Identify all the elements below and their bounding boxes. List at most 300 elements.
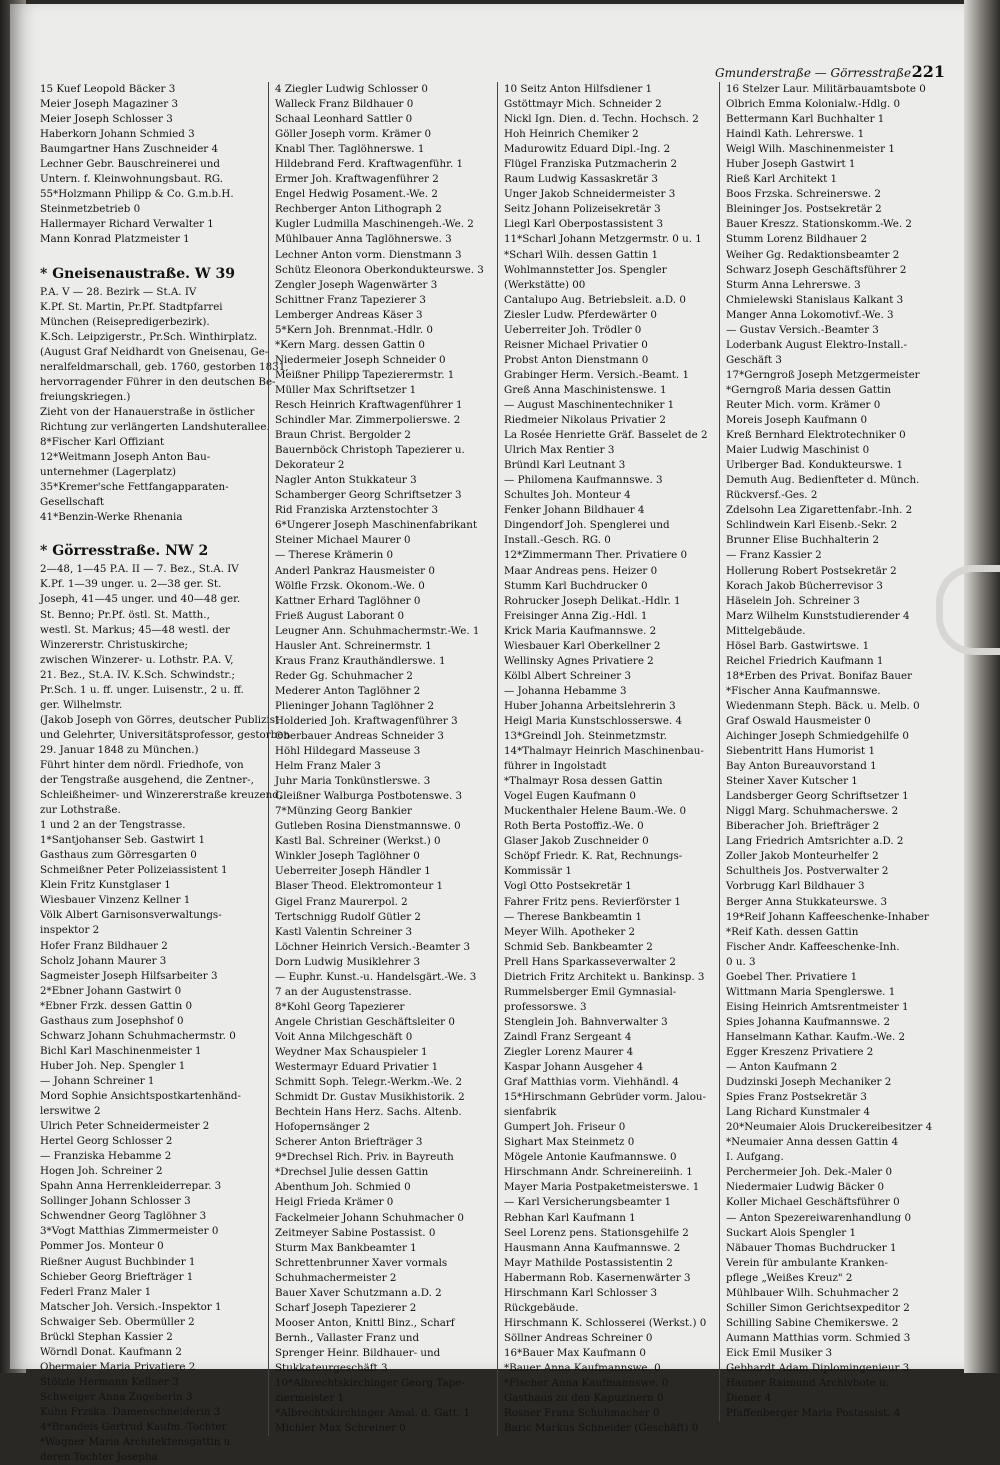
directory-line: Muckenthaler Helene Baum.-We. 0 (504, 805, 687, 818)
directory-line: Aumann Matthias vorm. Schmied 3 (726, 1331, 911, 1344)
directory-line: Wiesbauer Vinzenz Kellner 1 (40, 894, 191, 907)
directory-line: Hofer Franz Bildhauer 2 (40, 939, 168, 952)
directory-line: Rießner August Buchbinder 1 (40, 1255, 196, 1268)
directory-line: Bechtein Hans Herz. Sachs. Altenb. (275, 1106, 462, 1119)
directory-line: Schiller Simon Gerichtsexpeditor 2 (726, 1301, 910, 1314)
directory-line: Kastl Valentin Schreiner 3 (275, 925, 413, 938)
directory-line: Fackelmeier Johann Schuhmacher 0 (275, 1211, 464, 1224)
directory-line: Scherer Anton Briefträger 3 (275, 1136, 423, 1149)
directory-line: Richtung zur verlängerten Landshuterallee. (40, 420, 270, 433)
directory-line: Landsberger Georg Schriftsetzer 1 (726, 790, 909, 803)
directory-line: *Drechsel Julie dessen Gattin (275, 1166, 429, 1179)
directory-line: Kastl Bal. Schreiner (Werkst.) 0 (275, 835, 441, 848)
directory-line: sienfabrik (504, 1106, 557, 1119)
directory-line: Kraus Franz Krauthändlerswe. 1 (275, 654, 446, 667)
directory-line: Steiner Xaver Kutscher 1 (726, 775, 858, 788)
directory-line: hervorragender Führer in den deutschen Be- (40, 375, 276, 388)
directory-line: *Ebner Frzk. dessen Gattin 0 (40, 999, 193, 1012)
directory-line: 16*Bauer Max Kaufmann 0 (504, 1346, 646, 1359)
directory-line: Näbauer Thomas Buchdrucker 1 (726, 1241, 897, 1254)
directory-line: Wittmann Maria Spenglerswe. 1 (726, 985, 896, 998)
directory-line: Stukkateurgeschäft 3 (275, 1361, 388, 1374)
directory-line: Stölzle Hermann Kellner 3 (40, 1375, 179, 1388)
directory-line: Hallermayer Richard Verwalter 1 (40, 218, 214, 231)
directory-line: Niedermeier Joseph Schneider 0 (275, 353, 446, 366)
directory-line: Vorbrugg Karl Bildhauer 3 (726, 880, 865, 893)
directory-line: Loderbank August Elektro-Install.- (726, 338, 907, 351)
directory-line: Lechner Anton vorm. Dienstmann 3 (275, 248, 462, 261)
directory-line: Schmitt Soph. Telegr.-Werkm.-We. 2 (275, 1076, 463, 1089)
directory-line: Weigl Wilh. Maschinenmeister 1 (726, 143, 895, 156)
directory-line: Niedermaier Ludwig Bäcker 0 (726, 1181, 885, 1194)
directory-line: Schittner Franz Tapezierer 3 (275, 293, 426, 306)
directory-line: Matscher Joh. Versich.-Inspektor 1 (40, 1300, 222, 1313)
directory-line: Huber Joseph Gastwirt 1 (726, 158, 856, 171)
directory-line: 21. Bez., St.A. IV. K.Sch. Schwindstr.; (40, 668, 235, 681)
directory-line: freiungskriegen.) (40, 390, 131, 403)
directory-line: Gebhardt Adam Diplomingenieur 3 (726, 1361, 910, 1374)
directory-line: Siebentritt Hans Humorist 1 (726, 745, 876, 758)
directory-line: Scholz Johann Maurer 3 (40, 954, 167, 967)
directory-line: Wiedenmann Steph. Bäck. u. Melb. 0 (726, 699, 920, 712)
directory-line: 12*Zimmermann Ther. Privatiere 0 (504, 549, 688, 562)
directory-line: K.Pf. St. Martin, Pr.Pf. Stadtpfarrei (40, 300, 223, 313)
directory-line: Zieht von der Hanauerstraße in östlicher (40, 405, 255, 418)
directory-line: Reisner Michael Privatier 0 (504, 338, 648, 351)
directory-line: Raum Ludwig Kassaskretär 3 (504, 173, 658, 186)
directory-line: Hösel Barb. Gastwirtswe. 1 (726, 639, 870, 652)
directory-line: Haberkorn Johann Schmied 3 (40, 128, 195, 141)
directory-line: Gasthaus zum Görresgarten 0 (40, 849, 197, 862)
directory-line: La Rosée Henriette Gräf. Basselet de 2 (504, 429, 708, 442)
directory-line: Mederer Anton Taglöhner 2 (275, 684, 421, 697)
directory-line: Niggl Marg. Schuhmacherswe. 2 (726, 805, 899, 818)
directory-line: Juhr Maria Tonkünstlerswe. 3 (275, 775, 431, 788)
directory-line: *Bauer Anna Kaufmannswe. 0 (504, 1361, 661, 1374)
directory-line: Reuter Mich. vorm. Krämer 0 (726, 398, 881, 411)
directory-line: Geschäft 3 (726, 353, 782, 366)
directory-line: Rieß Karl Architekt 1 (726, 173, 838, 186)
directory-line: Roth Berta Postoffiz.-We. 0 (504, 820, 644, 833)
directory-line: Resch Heinrich Kraftwagenführer 1 (275, 398, 463, 411)
directory-line: Braun Christ. Bergolder 2 (275, 429, 411, 442)
directory-line (40, 248, 260, 263)
directory-line: Nagler Anton Stukkateur 3 (275, 474, 417, 487)
directory-line: Hirschmann Karl Schlosser 3 (504, 1286, 657, 1299)
directory-line: Schuhmachermeister 2 (275, 1271, 397, 1284)
directory-line: Mühlbauer Anna Taglöhnerswe. 3 (275, 233, 452, 246)
directory-line: Gleißner Walburga Postbotenswe. 3 (275, 790, 463, 803)
directory-line: professorswe. 3 (504, 1000, 587, 1013)
directory-line: 7*Münzing Georg Bankier (275, 805, 412, 818)
directory-line: Kölbl Albert Schreiner 3 (504, 669, 632, 682)
directory-line: Pr.Sch. 1 u. ff. unger. Luisenstr., 2 u. ff. (40, 683, 244, 696)
directory-line: Bernh., Vallaster Franz und (275, 1331, 420, 1344)
directory-line: Zeitmeyer Sabine Postassist. 0 (275, 1226, 436, 1239)
directory-line: Joseph, 41—45 unger. und 40—48 ger. (40, 593, 241, 606)
directory-line: Schieber Georg Briefträger 1 (40, 1270, 194, 1283)
directory-line: Fahrer Fritz pens. Revierförster 1 (504, 895, 681, 908)
directory-line: und Gelehrter, Universitätsprofessor, gestorben (40, 728, 290, 741)
directory-line: inspektor 2 (40, 924, 100, 937)
directory-line: Cantalupo Aug. Betriebsleit. a.D. 0 (504, 293, 686, 306)
directory-line: Engel Hedwig Posament.-We. 2 (275, 188, 438, 201)
directory-line: Voit Anna Milchgeschäft 0 (275, 1030, 413, 1043)
directory-line: ziermeister 1 (275, 1392, 345, 1405)
directory-line: Bleininger Jos. Postsekretär 2 (726, 203, 882, 216)
directory-line: Goebel Ther. Privatiere 1 (726, 970, 858, 983)
directory-line: Meier Joseph Magaziner 3 (40, 98, 179, 111)
directory-line: Obermaier Maria Privatiere 2 (40, 1360, 196, 1373)
directory-line: Schindler Mar. Zimmerpolierswe. 2 (275, 414, 461, 427)
directory-line: — Therese Krämerin 0 (275, 549, 394, 562)
directory-line: Rebhan Karl Kaufmann 1 (504, 1211, 636, 1224)
directory-line: — Karl Versicherungsbeamter 1 (504, 1196, 672, 1209)
directory-line: Sturm Anna Lehrerswe. 3 (726, 278, 861, 291)
directory-line: Lemberger Andreas Käser 3 (275, 308, 423, 321)
directory-line: Meier Joseph Schlosser 3 (40, 113, 173, 126)
directory-line: Abenthum Joh. Schmied 0 (275, 1181, 411, 1194)
directory-line: Wörndl Donat. Kaufmann 2 (40, 1345, 182, 1358)
directory-line: — Philomena Kaufmannswe. 3 (504, 474, 663, 487)
directory-line: Korach Jakob Bücherrevisor 3 (726, 579, 883, 592)
directory-line: Schmidt Dr. Gustav Musikhistorik. 2 (275, 1091, 465, 1104)
directory-line: Krick Maria Kaufmannswe. 2 (504, 624, 657, 637)
directory-line: Glaser Jakob Zuschneider 0 (504, 835, 649, 848)
directory-line: Reichel Friedrich Kaufmann 1 (726, 654, 884, 667)
directory-line: 15*Hirschmann Gebrüder vorm. Jalou- (504, 1091, 707, 1104)
directory-line: (Werkstätte) 00 (504, 278, 586, 291)
directory-line: *Thalmayr Rosa dessen Gattin (504, 775, 663, 788)
directory-line: 8*Fischer Karl Offiziant (40, 436, 165, 449)
directory-page (10, 4, 965, 1464)
directory-line: Michler Max Schreiner 0 (275, 1422, 406, 1435)
directory-line: Führt hinter dem nördl. Friedhofe, von (40, 758, 244, 771)
directory-line: deren Tochter Josepha (40, 1451, 158, 1464)
directory-line: Kaspar Johann Ausgeher 4 (504, 1061, 644, 1074)
directory-line: — Anton Kaufmann 2 (726, 1061, 838, 1074)
directory-line: Schultheis Jos. Postverwalter 2 (726, 865, 889, 878)
directory-line: 20*Neumaier Alois Druckereibesitzer 4 (726, 1121, 933, 1134)
directory-line: Brückl Stephan Kassier 2 (40, 1330, 173, 1343)
directory-line: Verein für ambulante Kranken- (726, 1256, 888, 1269)
directory-line: Hollerung Robert Postsekretär 2 (726, 564, 897, 577)
directory-line: Dudzinski Joseph Mechaniker 2 (726, 1076, 892, 1089)
directory-line: 8*Kohl Georg Tapezierer (275, 1000, 405, 1013)
directory-line: Gstöttmayr Mich. Schneider 2 (504, 98, 662, 111)
page-number: 221 (911, 62, 945, 81)
directory-line: Wohlmannstetter Jos. Spengler (504, 263, 667, 276)
directory-line: 17*Gerngroß Joseph Metzgermeister (726, 368, 920, 381)
directory-line: Eising Heinrich Amtsrentmeister 1 (726, 1000, 909, 1013)
directory-line: Mögele Antonie Kaufmannswe. 0 (504, 1151, 677, 1164)
directory-line: München (Reisepredigerbezirk). (40, 315, 210, 328)
directory-line: Rid Franziska Arztenstochter 3 (275, 504, 439, 517)
directory-line: Stenglein Joh. Bahnverwalter 3 (504, 1015, 668, 1028)
directory-line: Eick Emil Musiker 3 (726, 1346, 833, 1359)
directory-line: Rohrucker Joseph Delikat.-Hdlr. 1 (504, 594, 681, 607)
directory-line: Gasthaus zu den Kapuzinern 0 (504, 1392, 664, 1405)
directory-line: Schöpf Friedr. K. Rat, Rechnungs- (504, 850, 683, 863)
directory-line: Wölfle Frzsk. Okonom.-We. 0 (275, 579, 425, 592)
directory-line: Grabinger Herm. Versich.-Beamt. 1 (504, 368, 690, 381)
directory-line: 5*Kern Joh. Brennmat.-Hdlr. 0 (275, 323, 433, 336)
directory-line: Meißner Philipp Tapezierermstr. 1 (275, 368, 455, 381)
directory-line: Liegl Karl Oberpostassistent 3 (504, 218, 664, 231)
directory-line: Angele Christian Geschäftsleiter 0 (275, 1015, 455, 1028)
directory-line: Unger Jakob Schneidermeister 3 (504, 188, 676, 201)
directory-line: — Franz Kassier 2 (726, 549, 822, 562)
directory-line: *Kern Marg. dessen Gattin 0 (275, 338, 425, 351)
directory-line: Schütz Eleonora Oberkondukteurswe. 3 (275, 263, 484, 276)
directory-line: Reder Gg. Schuhmacher 2 (275, 669, 413, 682)
directory-line: Anderl Pankraz Hausmeister 0 (275, 564, 435, 577)
directory-line: 3*Vogt Matthias Zimmermeister 0 (40, 1225, 219, 1238)
directory-line: — Franziska Hebamme 2 (40, 1150, 172, 1163)
directory-line: Brunner Elise Buchhalterin 2 (726, 534, 879, 547)
directory-line: Sturm Max Bankbeamter 1 (275, 1241, 417, 1254)
directory-line: — Johann Schreiner 1 (40, 1074, 155, 1087)
directory-line: pflege „Weißes Kreuz" 2 (726, 1271, 853, 1284)
directory-line: Aichinger Joseph Schmiedgehilfe 0 (726, 730, 909, 743)
directory-line: Mühlbauer Wilh. Schuhmacher 2 (726, 1286, 899, 1299)
directory-line: 55*Holzmann Philipp & Co. G.m.b.H. (40, 188, 234, 201)
directory-line: Nickl Ign. Dien. d. Techn. Hochsch. 2 (504, 113, 699, 126)
page-header (715, 62, 945, 84)
directory-line: (August Graf Neidhardt von Gneisenau, Ge- (40, 345, 269, 358)
directory-line: Ueberreiter Joseph Händler 1 (275, 865, 431, 878)
directory-line: Zengler Joseph Wagenwärter 3 (275, 278, 438, 291)
directory-line: *Fischer Anna Kaufmannswe. 0 (504, 1377, 669, 1390)
directory-line: Chmielewski Stanislaus Kalkant 3 (726, 293, 904, 306)
directory-line: — August Maschinentechniker 1 (504, 398, 675, 411)
directory-line: 1*Santjohanser Seb. Gastwirt 1 (40, 834, 206, 847)
directory-line: Untern. f. Kleinwohnungsbaut. RG. (40, 173, 223, 186)
directory-line: Hirschmann K. Schlosserei (Werkst.) 0 (504, 1316, 707, 1329)
directory-line: P.A. V — 28. Bezirk — St.A. IV (40, 285, 197, 298)
directory-line: Schrettenbrunner Xaver vormals (275, 1256, 448, 1269)
directory-line: Hirschmann Andr. Schreinereiinh. 1 (504, 1166, 693, 1179)
directory-line (40, 525, 260, 540)
directory-line: Schilling Sabine Chemikerswe. 2 (726, 1316, 899, 1329)
directory-line: 2*Ebner Johann Gastwirt 0 (40, 984, 182, 997)
directory-line: Huber Johanna Arbeitslehrerin 3 (504, 699, 676, 712)
directory-line: Hausmann Anna Kaufmannswe. 2 (504, 1241, 681, 1254)
directory-line: Mayr Mathilde Postassistentin 2 (504, 1256, 673, 1269)
directory-line: Schwarz Joseph Geschäftsführer 2 (726, 263, 907, 276)
directory-line: 12*Weitmann Joseph Anton Bau- (40, 451, 211, 464)
directory-line: Sighart Max Steinmetz 0 (504, 1136, 635, 1149)
directory-line: Kreß Bernhard Elektrotechniker 0 (726, 429, 906, 442)
directory-line: Hertel Georg Schlosser 2 (40, 1135, 173, 1148)
directory-line: Kuhn Frzska. Damenschneiderin 3 (40, 1405, 221, 1418)
directory-line: 0 u. 3 (726, 955, 756, 968)
directory-line: 13*Greindl Joh. Steinmetzmstr. (504, 730, 667, 743)
directory-line: Lang Richard Kunstmaler 4 (726, 1106, 871, 1119)
directory-line: Hauner Raimund Archivbote u. (726, 1377, 890, 1390)
directory-line: * Görresstraße. NW 2 (40, 543, 209, 560)
directory-line: Demuth Aug. Bedienfteter d. Münch. (726, 474, 920, 487)
directory-line: Mord Sophie Ansichtspostkartenhänd- (40, 1090, 241, 1102)
directory-line: — Euphr. Kunst.-u. Handelsgärt.-We. 3 (275, 970, 477, 983)
directory-line: Maier Ludwig Maschinist 0 (726, 444, 870, 457)
directory-line: Maar Andreas pens. Heizer 0 (504, 564, 658, 577)
directory-line: * Gneisenaustraße. W 39 (40, 265, 235, 282)
directory-line: Zdelsohn Lea Zigarettenfabr.-Inh. 2 (726, 504, 913, 517)
directory-line: Fenker Johann Bildhauer 4 (504, 504, 645, 517)
directory-line: Gumpert Joh. Friseur 0 (504, 1121, 626, 1134)
directory-line: 18*Erben des Privat. Bonifaz Bauer (726, 669, 912, 682)
directory-line: *Fischer Anna Kaufmannswe. (726, 684, 881, 697)
directory-line: 4*Brandeis Gertrud Kaufm.-Tochter (40, 1421, 227, 1434)
directory-line: Pommer Jos. Monteur 0 (40, 1240, 164, 1253)
directory-line: führer in Ingolstadt (504, 760, 607, 773)
directory-line: Lang Friedrich Amtsrichter a.D. 2 (726, 835, 904, 848)
directory-line: neralfeldmarschall, geb. 1760, gestorben 1831, (40, 360, 289, 373)
directory-line: Perchermeier Joh. Dek.-Maler 0 (726, 1166, 892, 1179)
directory-line: Höhl Hildegard Masseuse 3 (275, 745, 421, 758)
directory-line: Plieninger Johann Taglöhner 2 (275, 699, 435, 712)
directory-line: 35*Kremer'sche Fettfangapparaten- (40, 481, 229, 494)
directory-line: Graf Matthias vorm. Viehhändl. 4 (504, 1076, 679, 1089)
directory-line: 15 Kuef Leopold Bäcker 3 (40, 83, 176, 95)
directory-line: Scharf Joseph Tapezierer 2 (275, 1301, 417, 1314)
directory-line: Pfaffenberger Maria Postassist. 4 (726, 1407, 901, 1420)
paper-clip (936, 565, 1000, 655)
directory-line: 10*Albrechtskirchinger Georg Tape- (275, 1377, 465, 1390)
directory-line: Rummelsberger Emil Gymnasial- (504, 985, 677, 998)
directory-line: Ermer Joh. Kraftwagenführer 2 (275, 173, 439, 186)
directory-line: 14*Thalmayr Heinrich Maschinenbau- (504, 745, 704, 758)
directory-line: Flügel Franziska Putzmacherin 2 (504, 158, 678, 171)
directory-line: Spies Johanna Kaufmannswe. 2 (726, 1015, 891, 1028)
directory-line: Manger Anna Lokomotivf.-We. 3 (726, 308, 894, 321)
directory-line: *Gerngroß Maria dessen Gattin (726, 383, 892, 396)
directory-line: Heigl Frieda Krämer 0 (275, 1196, 394, 1209)
directory-line: Schultes Joh. Monteur 4 (504, 489, 631, 502)
directory-line: Schamberger Georg Schriftsetzer 3 (275, 489, 462, 502)
directory-line: Schleißheimer- und Winzererstraße kreuzend, (40, 789, 283, 802)
directory-line: Install.-Gesch. RG. 0 (504, 534, 611, 547)
directory-line: unternehmer (Lagerplatz) (40, 466, 177, 479)
directory-line: K.Sch. Leipzigerstr., Pr.Sch. Winthirplatz. (40, 330, 258, 343)
directory-line: Rückversf.-Ges. 2 (726, 489, 818, 502)
directory-line: Häselein Joh. Schreiner 3 (726, 594, 860, 607)
directory-line: Vogl Otto Postsekretär 1 (504, 880, 632, 893)
directory-line: St. Benno; Pr.Pf. östl. St. Matth., (40, 608, 210, 621)
directory-line: Walleck Franz Bildhauer 0 (275, 98, 414, 111)
directory-line: Hogen Joh. Schreiner 2 (40, 1165, 163, 1178)
directory-line: Spies Franz Postsekretär 3 (726, 1091, 867, 1104)
directory-line: Dietrich Fritz Architekt u. Bankinsp. 3 (504, 970, 705, 983)
directory-line: Gesellschaft (40, 496, 105, 509)
directory-line: Ueberreiter Joh. Trödler 0 (504, 323, 642, 336)
directory-line: Hausler Ant. Schreinermstr. 1 (275, 639, 432, 652)
directory-line: Gasthaus zum Josephshof 0 (40, 1014, 184, 1027)
directory-line: Mann Konrad Platzmeister 1 (40, 233, 190, 246)
directory-line: 10 Seitz Anton Hilfsdiener 1 (504, 83, 653, 95)
directory-line: Boos Frzska. Schreinerswe. 2 (726, 188, 881, 201)
directory-line: K.Pf. 1—39 unger. u. 2—38 ger. St. (40, 578, 222, 591)
directory-line: Rosner Franz Schuhmacher 0 (504, 1407, 660, 1420)
directory-line: Rechberger Anton Lithograph 2 (275, 203, 442, 216)
directory-line: Steiner Michael Maurer 0 (275, 534, 411, 547)
directory-line: Müller Max Schriftsetzer 1 (275, 383, 417, 396)
column-1 (40, 82, 290, 1465)
directory-line: Vogel Eugen Kaufmann 0 (504, 790, 636, 803)
directory-line: westl. St. Markus; 45—48 westl. der (40, 623, 230, 636)
directory-line: Knabl Ther. Taglöhnerswe. 1 (275, 143, 425, 156)
directory-line: Frieß August Laborant 0 (275, 609, 405, 622)
directory-line: lerswitwe 2 (40, 1105, 101, 1118)
directory-line: Ziegler Lorenz Maurer 4 (504, 1046, 634, 1058)
directory-line: Schmid Seb. Bankbeamter 2 (504, 940, 653, 953)
column-2 (268, 82, 497, 1436)
directory-line: Tertschnigg Rudolf Gütler 2 (275, 910, 421, 923)
directory-line: Kugler Ludmilla Maschinengeh.-We. 2 (275, 218, 474, 231)
directory-line: Schmeißner Peter Polizeiassistent 1 (40, 864, 228, 877)
directory-line: 29. Januar 1848 zu München.) (40, 743, 199, 756)
directory-line: Spahn Anna Herrenkleiderrepar. 3 (40, 1180, 222, 1193)
directory-line: 16 Stelzer Laur. Militärbauamtsbote 0 (726, 83, 926, 95)
directory-line: Söllner Andreas Schreiner 0 (504, 1331, 653, 1344)
directory-line: Schwaiger Seb. Obermüller 2 (40, 1315, 195, 1328)
directory-line: Haindl Kath. Lehrerswe. 1 (726, 128, 865, 141)
directory-line: 1 und 2 an der Tengstrasse. (40, 819, 186, 832)
directory-line: zwischen Winzerer- u. Lothstr. P.A. V, (40, 653, 234, 666)
directory-line: Winkler Joseph Taglöhner 0 (275, 850, 420, 863)
column-4 (719, 82, 941, 1421)
directory-line: Baumgartner Hans Zuschneider 4 (40, 143, 219, 156)
directory-line: 4 Ziegler Ludwig Schlosser 0 (275, 83, 428, 95)
directory-line: 19*Reif Johann Kaffeeschenke-Inhaber (726, 910, 929, 923)
directory-line: Olbrich Emma Kolonialw.-Hdlg. 0 (726, 98, 901, 111)
directory-line: Meyer Wilh. Apotheker 2 (504, 925, 636, 938)
directory-line: *Neumaier Anna dessen Gattin 4 (726, 1136, 899, 1149)
directory-line: Mittelgebäude. (726, 624, 806, 637)
directory-line: Zaindl Franz Sergeant 4 (504, 1030, 632, 1043)
directory-line: Bettermann Karl Buchhalter 1 (726, 113, 885, 126)
directory-line: Klein Fritz Kunstglaser 1 (40, 879, 171, 892)
directory-line: Huber Joh. Nep. Spengler 1 (40, 1059, 186, 1072)
directory-line: Ulrich Peter Schneidermeister 2 (40, 1120, 210, 1133)
directory-line: Probst Anton Dienstmann 0 (504, 353, 649, 366)
directory-line: Fischer Andr. Kaffeeschenke-Inh. (726, 940, 900, 953)
directory-line: Stumm Lorenz Bildhauer 2 (726, 233, 867, 246)
directory-line: Wellinsky Agnes Privatiere 2 (504, 654, 654, 667)
directory-line: 41*Benzin-Werke Rhenania (40, 511, 183, 524)
directory-line: Blaser Theod. Elektromonteur 1 (275, 880, 444, 893)
directory-line: Hanselmann Kathar. Kaufm.-We. 2 (726, 1030, 906, 1043)
directory-line: Steinmetzbetrieb 0 (40, 203, 141, 216)
directory-line: Dorn Ludwig Musiklehrer 3 (275, 955, 421, 968)
directory-line: Sprenger Heinr. Bildhauer- und (275, 1346, 441, 1359)
directory-line: Gigel Franz Maurerpol. 2 (275, 895, 408, 908)
directory-line: 11*Scharl Johann Metzgermstr. 0 u. 1 (504, 233, 702, 246)
directory-line: Schwarz Johann Schuhmachermstr. 0 (40, 1029, 236, 1042)
directory-line: Egger Kreszenz Privatiere 2 (726, 1046, 874, 1058)
directory-line: *Albrechtskirchinger Amal. d. Gatt. 1 (275, 1407, 471, 1420)
directory-line: Greß Anna Maschinistenswe. 1 (504, 383, 667, 396)
directory-line: Hildebrand Ferd. Kraftwagenführ. 1 (275, 158, 464, 171)
directory-line: Bay Anton Bureauvorstand 1 (726, 760, 877, 773)
directory-line: Schlindwein Karl Eisenb.-Sekr. 2 (726, 519, 898, 532)
directory-line: Löchner Heinrich Versich.-Beamter 3 (275, 940, 471, 953)
directory-line: Urlberger Bad. Kondukteurswe. 1 (726, 459, 904, 472)
directory-line: *Reif Kath. dessen Gattin (726, 925, 859, 938)
directory-line: Ziesler Ludw. Pferdewärter 0 (504, 308, 657, 321)
directory-line: der Tengstraße ausgehend, die Zentner-, (40, 774, 254, 787)
